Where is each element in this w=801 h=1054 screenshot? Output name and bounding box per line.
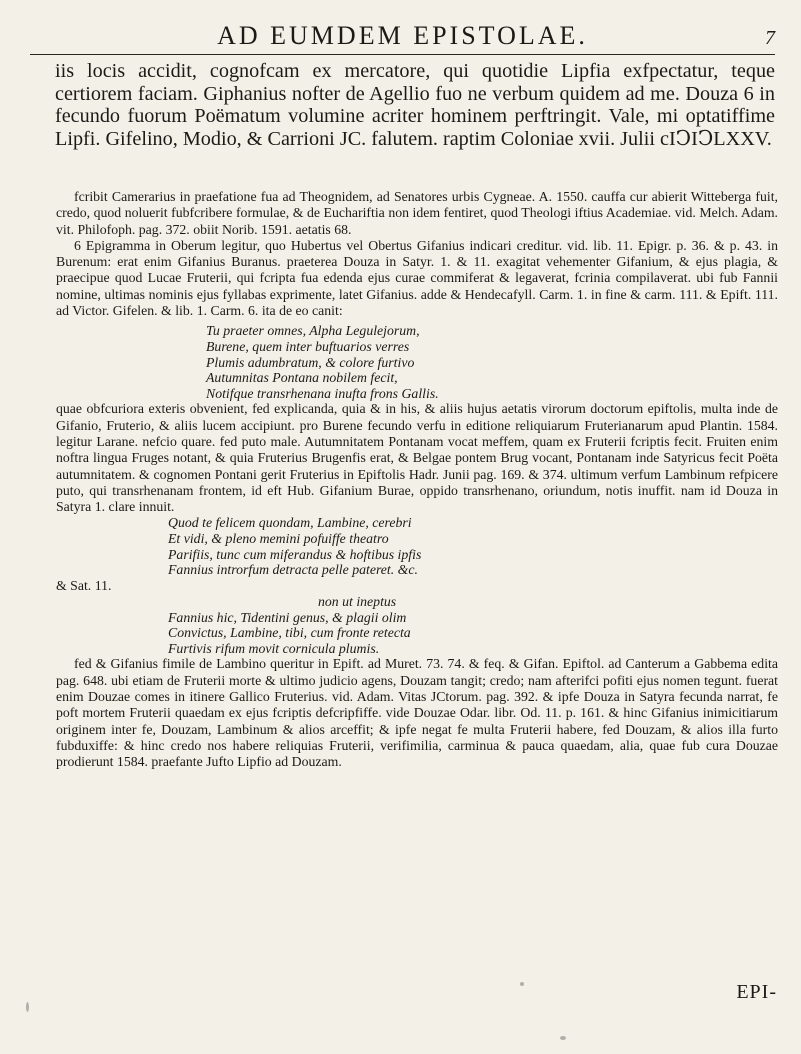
- verse-line: Tu praeter omnes, Alpha Legulejorum,: [206, 323, 420, 339]
- verse-line: Autumnitas Pontana nobilem fecit,: [206, 370, 398, 386]
- letter-text: [55, 60, 775, 150]
- running-head: AD EUMDEM EPISTOLAE.: [217, 21, 588, 50]
- ink-speck: [520, 982, 524, 986]
- verse-satyra-1: [56, 515, 778, 577]
- verse-line: Fannius hic, Tidentini genus, & plagii olim: [168, 609, 407, 625]
- verse-douza-carmen: [56, 323, 778, 401]
- note-gifanius: fed & Gifanius fimile de Lambino queritur in Epift. ad Muret. 73. 74. & feq. & Gifan. Epiftol. ad Canterum a Gabbema edita pag. 648. ubi etiam de Fruterii morte & ultimo judicio agens, Douzam tangit; credo; nam afterifci pofiti ejus nomen tegunt. fuerat enim Douzae comes in itinere Gallico Fruterius. vid. Adam. Vitas JCtorum. pag. 392. & ipfe Douza in Satyra fecunda narrat, fe poft mortem Fruterii quaedam ex ejus fcriptis defcripfiffe. vide Douzae Odar. libr. Od. 11. p. 161. & hinc Gifanius inimicitiarum originem inter fe, Douzam, Lambinum & alios arceffit; & ipfe negat fe multa Fruterii habere, fed Douzam, & alios illa furto fubduxiffe: & hinc credo nos habere reliquias Fruterii, verifimilia, carminua & pauca quaedam, alia, quae fub cura Douzae prodierunt 1584. praefante Jufto Lipfio ad Douzam.: [56, 656, 778, 770]
- footnotes: [56, 189, 778, 771]
- page-number: 7: [765, 27, 775, 49]
- verse-line: Furtivis rifum movit cornicula plumis.: [168, 640, 380, 656]
- verse-line: Burene, quem inter buftuarios verres: [206, 338, 410, 354]
- note-camerarius: fcribit Camerarius in praefatione fua ad Theognidem, ad Senatores urbis Cygneae. A. 1550. cauffa cur abierit Witteberga fuit, credo, quod noluerit fubfcribere formulae, & de Euchariftia non idem fentiret, quod Theologi iftius Academiae. vid. Melch. Adam. vit. Philofoph. pag. 372. obiit Norib. 1591. aetatis 68.: [56, 189, 778, 237]
- page-header: [30, 18, 775, 55]
- letter-paragraph: iis locis accidit, cognofcam ex mercatore, qui quotidie Lipfia exfpectatur, teque certiorem faciam. Giphanius nofter de Agellio fuo ne verbum quidem ad me. Douza 6 in fecundo fuorum Poëmatum volumine acriter hominem perftringit. Vale, mi optatiffime Lipfi. Gifelino, Modio, & Carrioni JC. falutem. raptim Coloniae xvii. Julii cIↃIↃLXXV.: [55, 60, 775, 150]
- verse-line: Notifque transrhenana inufta frons Gallis.: [206, 385, 439, 401]
- verse-line: Et vidi, & pleno memini pofuiffe theatro: [168, 531, 389, 547]
- verse-line: Parifiis, tunc cum miferandus & hoftibus ipfis: [168, 546, 422, 562]
- ink-speck: [560, 1036, 566, 1040]
- note-6: 6 Epigramma in Oberum legitur, quo Hubertus vel Obertus Gifanius indicari creditur. vid. lib. 11. Epigr. p. 36. & p. 43. in Burenum: erat enim Gifanius Buranus. praeterea Douza in Satyr. 1. & 11. exagitat vehementer Gifanium, & ejus plagia, & praecipue quod Lucae Fruterii, qui fcripta fua edenda ejus curae commiferat & legaverat, fcrinia compilaverat. ubi fub Fannii nomine, ultimas nominis ejus fyllabas exprimente, latet Gifanius. adde & Hendecafyll. Carm. 1. in fine & carm. 111. & Epift. 111. ad Victor. Gifelen. & lib. 1. Carm. 6. ita de eo canit:: [56, 237, 778, 319]
- note-commentary: quae obfcuriora exteris obvenient, fed explicanda, quia & in his, & aliis hujus aetatis virorum doctorum epiftolis, multa inde de Gifanio, Fruterio, & aliis lucem accipiunt. pro Burene fecundo verfu in editione reliquiarum Fruterianarum apud Plantin. 1584. legitur Larane. nefcio quare. fed puto male. Autumnitatem Pontanam vocat meffem, quam ex Fruterii fcriptis fecit. Fruiten enim noftra lingua Fruges notant, & quia Fruterius Brugenfis erat, & Belgae pontem Brug vocant, Pontanam inde Satyricus fecit Poëta autumnitatem. & cognomen Pontani gerit Fruterius in Epiftolis Hadr. Junii pag. 169. & 374. ultimum verfum Lambinum refpicere puto, qui transrhenanam frontem, id eft Hub. Gifanium Burae, oppido transrhenano, oriundum, notis inuffit. nam id Douza in Satyra 1. clare innuit.: [56, 401, 778, 515]
- verse-line: non ut ineptus: [318, 594, 397, 610]
- verse-line: Fannius introrfum detracta pelle pateret. &c.: [168, 562, 418, 578]
- verse-line: Convictus, Lambine, tibi, cum fronte retecta: [168, 625, 411, 641]
- satyra-reference: & Sat. 11.: [56, 577, 112, 593]
- ink-speck: [26, 1002, 29, 1012]
- verse-satyra-2: [56, 594, 778, 656]
- verse-line: Quod te felicem quondam, Lambine, cerebri: [168, 515, 412, 531]
- verse-line: Plumis adumbratum, & colore furtivo: [206, 354, 415, 370]
- catchword: EPI-: [736, 981, 777, 1003]
